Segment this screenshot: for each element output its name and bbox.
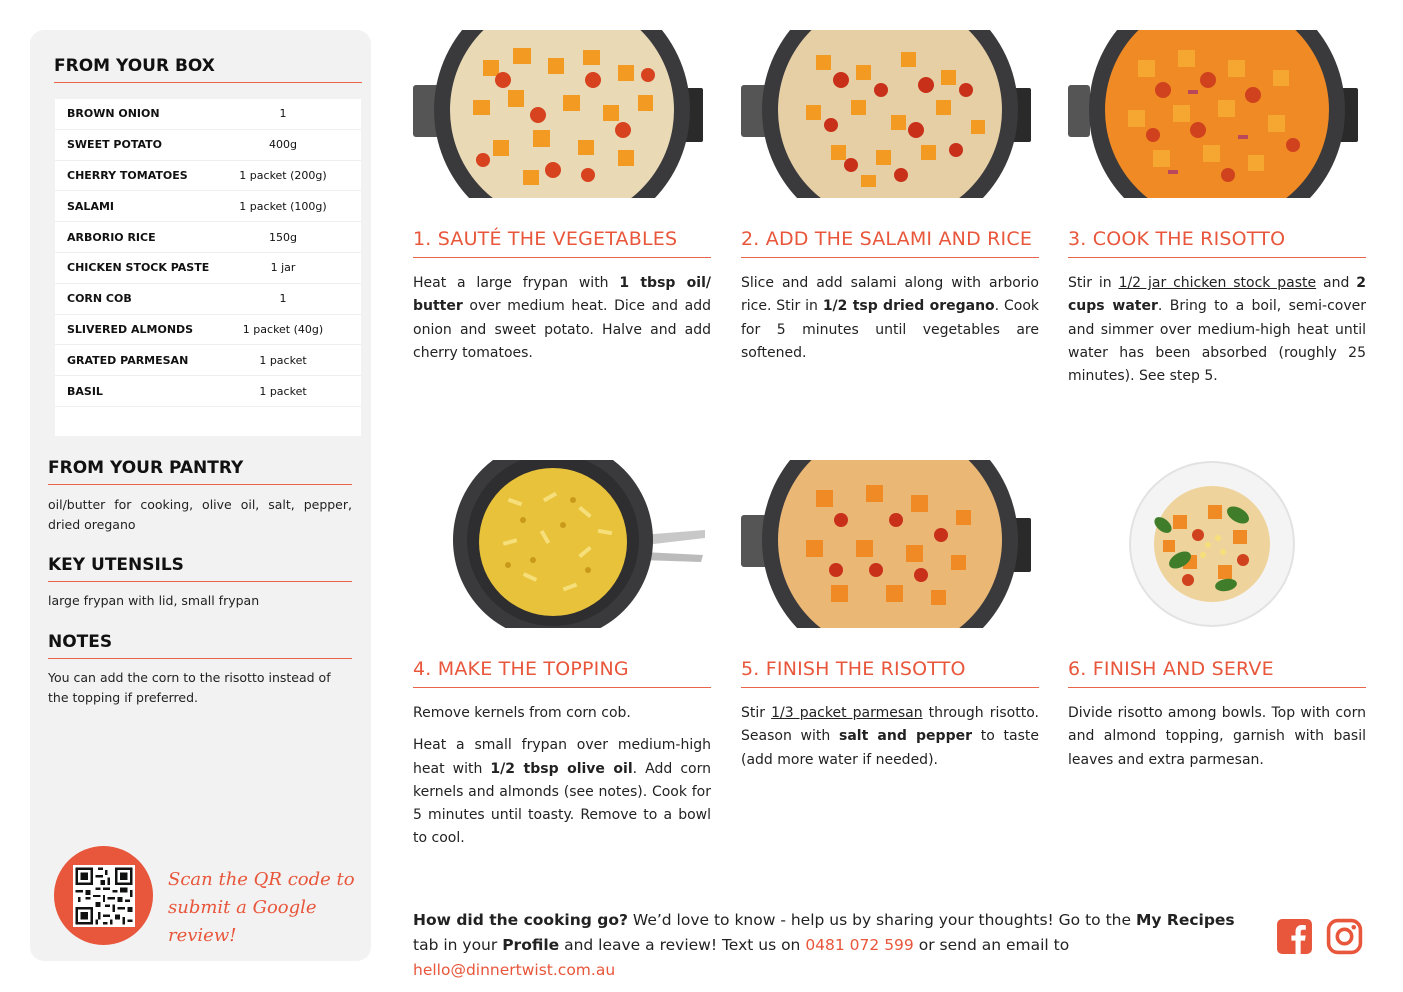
step-3-title: 3. COOK THE RISOTTO (1068, 228, 1366, 258)
step-text-bold: salt and pepper (839, 728, 972, 745)
footer-text: tab in your (413, 936, 503, 954)
footer-question: How did the cooking go? (413, 911, 628, 929)
ingredient-name: CHICKEN STOCK PASTE (67, 261, 210, 275)
ingredient-name: SLIVERED ALMONDS (67, 322, 194, 336)
step-4-photo (413, 460, 711, 628)
ingredient-name: ARBORIO RICE (67, 230, 156, 244)
step-2 (741, 30, 1039, 365)
step-6-title: 6. FINISH AND SERVE (1068, 658, 1366, 688)
qr-caption-line1: Scan the QR code to (168, 869, 355, 890)
sidebar (30, 30, 371, 961)
ingredient-row (55, 376, 361, 407)
notes-text: You can add the corn to the risotto instead of the topping if preferred. (48, 670, 331, 705)
step-text-part: Slice and add salami along with arborio rice. Stir in (741, 275, 1039, 315)
ingredient-name: BROWN ONION (67, 107, 160, 121)
ingredient-qty: 1 packet (40g) (242, 322, 324, 336)
step-text-bold: 1/2 tbsp olive oil (490, 760, 633, 777)
step-1-title: 1. SAUTÉ THE VEGETABLES (413, 228, 711, 258)
ingredient-name: GRATED PARMESAN (67, 353, 189, 367)
ingredient-row (55, 284, 361, 315)
step-1 (413, 30, 711, 365)
email-link[interactable]: hello@dinnertwist.com.au (413, 961, 616, 979)
ingredient-row (55, 222, 361, 253)
ingredient-row (55, 161, 361, 192)
ingredient-row (55, 345, 361, 376)
ingredient-row (55, 130, 361, 161)
facebook-icon[interactable] (1276, 918, 1313, 955)
ingredient-qty: 1 (279, 292, 287, 306)
step-text-underline: 1/3 packet parmesan (771, 705, 923, 721)
step-4-title: 4. MAKE THE TOPPING (413, 658, 711, 688)
ingredient-name: BASIL (67, 384, 103, 398)
utensils-text: large frypan with lid, small frypan (48, 593, 260, 608)
step-6-photo (1068, 460, 1366, 628)
utensils-title: KEY UTENSILS (48, 555, 352, 582)
ingredient-name: SWEET POTATO (67, 138, 162, 152)
footer-my-recipes: My Recipes (1135, 911, 1235, 929)
ingredient-qty: 400g (269, 138, 297, 152)
phone-link[interactable]: 0481 072 599 (805, 936, 914, 954)
footer-text: or send an email to (913, 936, 1070, 954)
instagram-icon[interactable] (1326, 918, 1363, 955)
step-text-bold: 1 tbsp oil/ butter (413, 275, 711, 315)
ingredient-qty: 150g (269, 230, 297, 244)
step-2-title: 2. ADD THE SALAMI AND RICE (741, 228, 1039, 258)
step-4-text-1 (413, 702, 711, 725)
footer-text: and leave a review! Text us on (559, 936, 806, 954)
step-text-part: . Cook for 5 minutes until vegetables are softened. (741, 298, 1039, 361)
ingredient-qty: 1 (279, 107, 287, 121)
step-5-photo (741, 460, 1039, 628)
ingredient-name: SALAMI (67, 199, 114, 213)
step-text-part: . Bring to a boil, semi-cover and simmer over medium-high heat until water has been absorbed (roughly 25 minutes). See step 5. (1068, 298, 1366, 385)
from-box-title: FROM YOUR BOX (54, 56, 362, 83)
ingredient-qty: 1 jar (270, 261, 296, 275)
step-4-text-2 (413, 734, 711, 850)
ingredient-qty: 1 packet (100g) (239, 199, 327, 213)
step-text-bold: 2 cups water (1068, 275, 1367, 315)
ingredient-name: CHERRY TOMATOES (67, 168, 188, 182)
notes-title: NOTES (48, 632, 352, 659)
ingredient-table (55, 99, 361, 436)
step-1-text (413, 272, 711, 365)
pantry-text: oil/butter for cooking, olive oil, salt, pepper, dried oregano (48, 497, 352, 532)
step-text-part: Divide risotto among bowls. Top with corn and almond topping, garnish with basil leaves and extra parmesan. (1068, 705, 1366, 768)
pantry-title: FROM YOUR PANTRY (48, 458, 352, 485)
ingredient-row (55, 315, 361, 346)
ingredient-qty: 1 packet (200g) (239, 168, 327, 182)
step-text-part: Heat a large frypan with (413, 275, 620, 291)
qr-badge[interactable] (54, 846, 153, 945)
step-3 (1068, 30, 1366, 388)
step-5-title: 5. FINISH THE RISOTTO (741, 658, 1039, 688)
step-text-bold: 1/2 tsp dried oregano (822, 298, 995, 315)
step-text-part: through risotto. Season with (741, 705, 1039, 745)
step-text-part: Stir (741, 705, 772, 721)
review-footer (413, 908, 1263, 983)
ingredient-qty: 1 packet (259, 384, 307, 398)
step-text-part: over medium heat. Dice and add onion and sweet potato. Halve and add cherry tomatoes. (413, 298, 711, 361)
step-5 (741, 460, 1039, 772)
step-text-part: . Add corn kernels and almonds (see notes). Cook for 5 minutes until toasty. Remove to a bowl to cool. (413, 760, 711, 847)
step-5-text (741, 702, 1039, 772)
step-3-photo (1068, 30, 1366, 198)
step-4 (413, 460, 711, 851)
step-text-part: Remove kernels from corn cob. (413, 705, 631, 721)
ingredient-name: CORN COB (67, 292, 132, 306)
step-text-part: Stir in (1068, 275, 1119, 291)
qr-caption-line2: submit a Google review! (168, 897, 317, 946)
step-text-part: and (1316, 275, 1357, 291)
ingredient-row (55, 99, 361, 130)
footer-text: We’d love to know - help us by sharing your thoughts! Go to the (627, 911, 1136, 929)
step-6-text (1068, 702, 1366, 772)
step-text-underline: 1/2 jar chicken stock paste (1118, 275, 1317, 291)
ingredient-row (55, 253, 361, 284)
step-text-part: to taste (add more water if needed). (741, 728, 1039, 768)
step-2-text (741, 272, 1039, 365)
ingredient-row (55, 191, 361, 222)
step-text-part: Heat a small frypan over medium-high heat with (413, 737, 711, 777)
qr-caption (168, 866, 368, 950)
step-6 (1068, 460, 1366, 772)
ingredient-qty: 1 packet (259, 353, 307, 367)
qr-code-icon[interactable] (73, 865, 135, 927)
step-1-photo (413, 30, 711, 198)
step-3-text (1068, 272, 1366, 388)
step-2-photo (741, 30, 1039, 198)
footer-profile: Profile (502, 936, 560, 954)
